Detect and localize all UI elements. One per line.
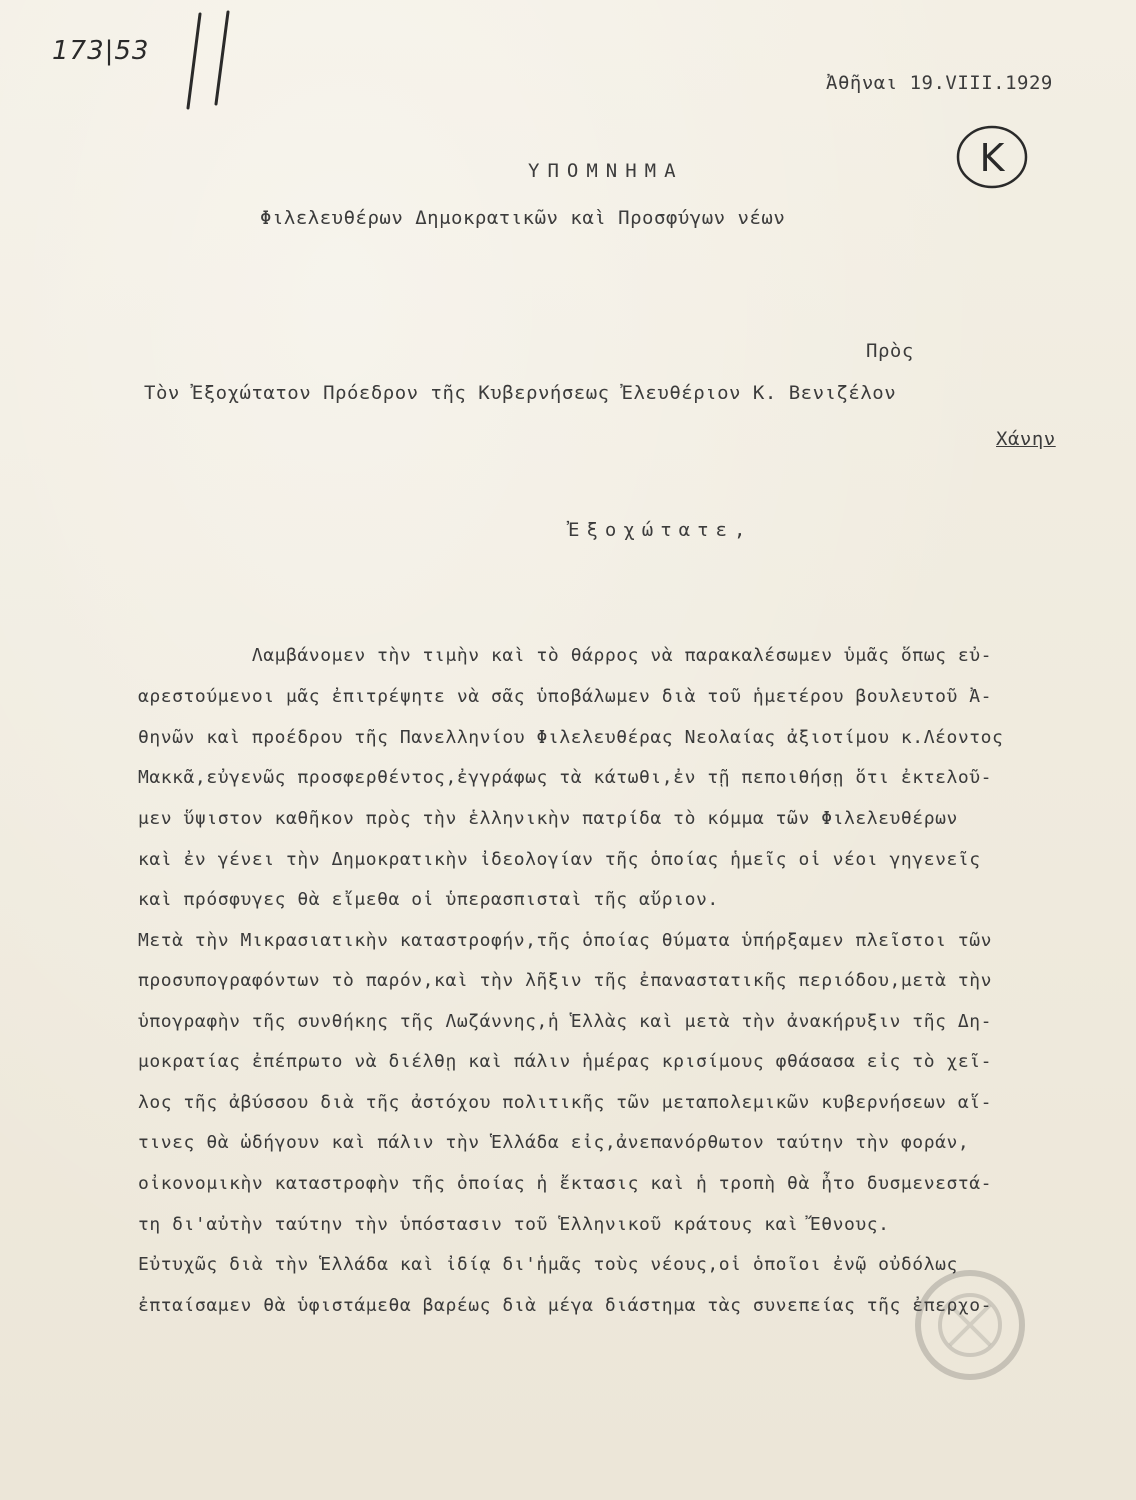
body-line: καὶ πρόσφυγες θὰ εἴμεθα οἱ ὑπερασπισταὶ τῆς αὔριον. [138,889,719,910]
body-line: Εὐτυχῶς διὰ τὴν Ἑλλάδα καὶ ἰδίᾳ δι'ἡμᾶς τοὺς νέους,οἱ ὁποῖοι ἐνῷ οὐδόλως [138,1254,958,1275]
to-label: Πρὸς [866,340,914,362]
body-line: Μετὰ τὴν Μικρασιατικὴν καταστροφήν,τῆς ὁποίας θύματα ὑπήρξαμεν πλεῖστοι τῶν [138,930,993,951]
archive-reference: 173|53 [52,36,150,66]
archive-stamp-icon [905,1260,1035,1390]
body-line: προσυπογραφόντων τὸ παρόν,καὶ τὴν λῆξιν τῆς ἐπαναστατικῆς περιόδου,μετὰ τὴν [138,970,993,991]
body-line: Λαμβάνομεν τὴν τιμὴν καὶ τὸ θάρρος νὰ παρακαλέσωμεν ὑμᾶς ὅπως εὐ- [138,645,993,666]
handwritten-slashes [178,10,248,110]
body-line: τη δι'αὐτὴν ταύτην τὴν ὑπόστασιν τοῦ Ἑλληνικοῦ κράτους καὶ Ἔθνους. [138,1214,890,1235]
body-line: Μακκᾶ,εὐγενῶς προσφερθέντος,ἐγγράφως τὰ κάτωθι,ἐν τῇ πεποιθήσῃ ὅτι ἐκτελοῦ- [138,767,993,788]
body-line: ἐπταίσαμεν θὰ ὑφιστάμεθα βαρέως διὰ μέγα διάστημα τὰς συνεπείας τῆς ἐπερχο- [138,1295,993,1316]
body-line: οἰκονομικὴν καταστροφὴν τῆς ὁποίας ἡ ἔκτασις καὶ ἡ τροπὴ θὰ ἦτο δυσμενεστά- [138,1173,993,1194]
addressee-line: Τὸν Ἐξοχώτατον Πρόεδρον τῆς Κυβερνήσεως Ἐλευθέριον Κ. Βενιζέλον [144,382,897,404]
mark-letter: K [979,136,1005,180]
body-line: καὶ ἐν γένει τὴν Δημοκρατικὴν ἰδεολογίαν τῆς ὁποίας ἡμεῖς οἱ νέοι γηγενεῖς [138,849,981,870]
salutation: Ἐξοχώτατε, [568,519,753,541]
body-line: αρεστούμενοι μᾶς ἐπιτρέψητε νὰ σᾶς ὑποβάλωμεν διὰ τοῦ ἡμετέρου βουλευτοῦ Ἀ- [138,686,993,707]
body-line: μοκρατίας ἐπέπρωτο νὰ διέλθῃ καὶ πάλιν ἡμέρας κρισίμους φθάσασα εἰς τὸ χεῖ- [138,1051,993,1072]
body-line: τινες θὰ ὡδήγουν καὶ πάλιν τὴν Ἑλλάδα εἰς,ἀνεπανόρθωτον ταύτην τὴν φοράν, [138,1132,970,1153]
body-line: θηνῶν καὶ προέδρου τῆς Πανελληνίου Φιλελευθέρας Νεολαίας ἀξιοτίμου κ.Λέοντος [138,727,1004,748]
body-line: ὑπογραφὴν τῆς συνθήκης τῆς Λωζάννης,ἡ Ἑλλὰς καὶ μετὰ τὴν ἀνακήρυξιν τῆς Δη- [138,1011,993,1032]
circled-k-mark [952,115,1032,195]
body-line: μεν ὕψιστον καθῆκον πρὸς τὴν ἑλληνικὴν πατρίδα τὸ κόμμα τῶν Φιλελευθέρων [138,808,958,829]
document-subtitle: Φιλελευθέρων Δημοκρατικῶν καὶ Προσφύγων νέων [260,207,786,229]
body-line: λος τῆς ἀβύσσου διὰ τῆς ἀστόχου πολιτικῆς τῶν μεταπολεμικῶν κυβερνήσεων αἵ- [138,1092,993,1113]
place-name: Χάνην [996,428,1056,450]
document-date: Ἀθῆναι 19.VIII.1929 [826,72,1053,94]
document-title: ΥΠΟΜΝΗΜΑ [528,160,684,182]
